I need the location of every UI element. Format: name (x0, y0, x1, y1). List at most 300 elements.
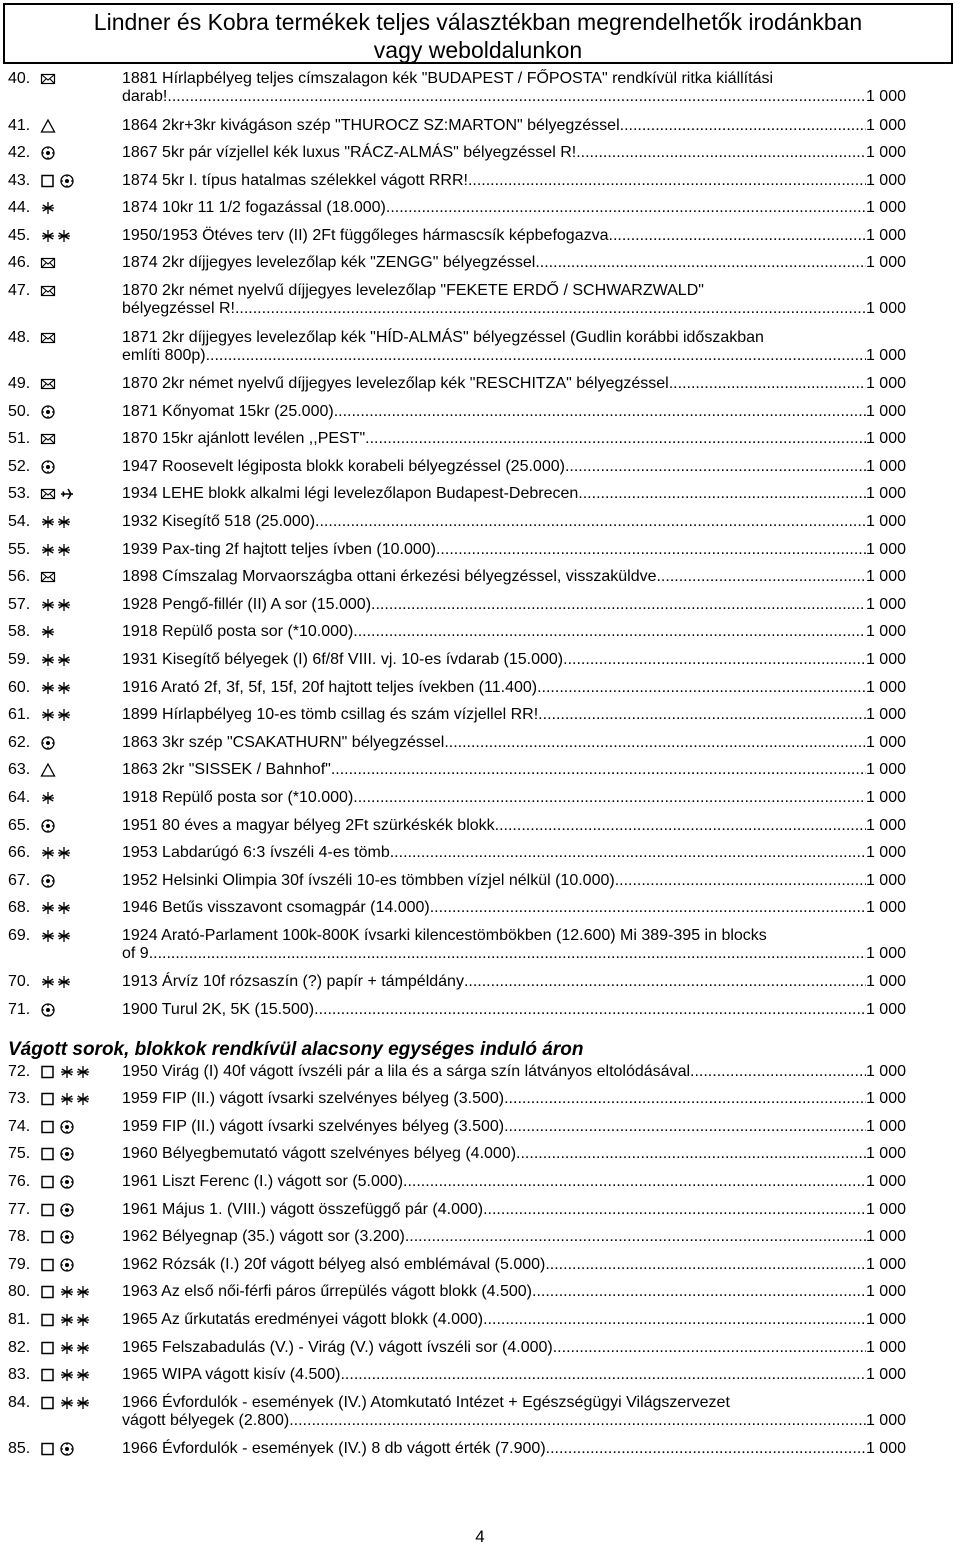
lot-price: 1 000 (865, 1366, 906, 1384)
lot-number: 45. (8, 226, 31, 244)
lot-number: 70. (8, 973, 31, 991)
lot-item (0, 1063, 960, 1091)
lot-list (0, 70, 960, 1468)
lot-number: 64. (8, 788, 31, 806)
dot-leader (371, 596, 866, 614)
lot-item (0, 1173, 960, 1201)
lot-text: említi 800p) (122, 346, 206, 364)
lot-number: 56. (8, 568, 31, 586)
lot-item (0, 973, 960, 1001)
lot-icons (40, 569, 56, 585)
lot-price: 1 000 (865, 346, 906, 364)
lot-icons (40, 1091, 91, 1107)
lot-item (0, 596, 960, 624)
lot-number: 43. (8, 171, 31, 189)
lot-icons (40, 404, 56, 420)
lot-description-line (122, 1090, 906, 1108)
lot-description (122, 458, 906, 476)
lot-icons (40, 1119, 75, 1135)
lot-number: 42. (8, 144, 31, 162)
lot-item (0, 1256, 960, 1284)
lot-description (122, 485, 906, 503)
lot-text: 1952 Helsinki Olimpia 30f ívszéli 10-es tömbben vízjel nélkül (10.000) (122, 871, 615, 889)
lot-description (122, 651, 906, 669)
lot-item (0, 1228, 960, 1256)
dot-leader (403, 1173, 866, 1191)
lot-item (0, 70, 960, 117)
stamp-circle-icon (40, 735, 56, 751)
lot-description (122, 1366, 906, 1384)
lot-description-line (122, 513, 906, 531)
lot-text: of 9 (122, 944, 149, 962)
lot-icons (40, 1202, 75, 1218)
lot-description (122, 227, 906, 245)
dot-leader (436, 541, 866, 559)
double-asterisk-icon (40, 900, 72, 916)
lot-text: 1874 5kr I. típus hatalmas szélekkel vágott RRR!. (122, 171, 473, 189)
lot-item (0, 927, 960, 974)
lot-text: 1939 Pax-ting 2f hajtott teljes ívben (10.000) (122, 540, 436, 558)
lot-text: 1871 2kr díjjegyes levelezőlap kék "HÍD-ALMÁS" bélyegzéssel (Gudlin korábbi időszakban (122, 328, 764, 346)
lot-text: 1863 3kr szép "CSAKATHURN" bélyegzéssel (122, 733, 445, 751)
dot-leader (315, 513, 866, 531)
asterisk-icon (40, 790, 56, 806)
lot-icons (40, 1441, 75, 1457)
lot-icons (40, 330, 56, 346)
square-icon (40, 173, 56, 189)
lot-text: 1931 Kisegítő bélyegek (I) 6f/8f VIII. vj. 10-es ívdarab (15.000) (122, 651, 564, 668)
lot-item (0, 568, 960, 596)
lot-icons (40, 283, 56, 299)
lot-description-line (122, 568, 906, 586)
lot-icons (40, 459, 56, 475)
lot-number: 60. (8, 678, 31, 696)
double-asterisk-icon (59, 1367, 91, 1383)
lot-price: 1 000 (865, 678, 906, 696)
dot-leader (545, 1256, 866, 1274)
stamp-circle-icon (59, 1441, 75, 1457)
lot-description-line (122, 1201, 906, 1219)
dot-leader (535, 254, 866, 272)
lot-icons (40, 1002, 56, 1018)
lot-number: 50. (8, 402, 31, 420)
lot-price: 1 000 (865, 844, 906, 862)
lot-item (0, 651, 960, 679)
lot-number: 85. (8, 1440, 31, 1458)
lot-description-line (122, 1366, 906, 1384)
lot-icons (40, 597, 72, 613)
lot-description (122, 282, 906, 318)
lot-price: 1 000 (865, 1310, 906, 1328)
lot-description-line (122, 199, 906, 217)
lot-text: 1950 Virág (I) 40f vágott ívszéli pár a lila és a sárga szín látványos eltolódásával (122, 1062, 691, 1080)
double-asterisk-icon (40, 514, 72, 530)
lot-price: 1 000 (865, 1255, 906, 1273)
lot-description-line (122, 172, 906, 190)
lot-description-line (122, 1118, 906, 1136)
lot-icons (40, 514, 72, 530)
lot-icons (40, 900, 72, 916)
lot-text: 1874 2kr díjjegyes levelezőlap kék "ZENGG" bélyegzéssel (122, 254, 536, 272)
dot-leader (365, 430, 866, 448)
lot-icons (40, 928, 72, 944)
lot-price: 1 000 (865, 1411, 906, 1429)
dot-leader (172, 88, 866, 106)
lot-item (0, 403, 960, 431)
lot-description-line (122, 329, 906, 347)
dot-leader (353, 623, 866, 641)
lot-number: 66. (8, 844, 31, 862)
lot-number: 53. (8, 485, 31, 503)
lot-description-line (122, 596, 906, 614)
lot-item (0, 430, 960, 458)
double-asterisk-icon (59, 1395, 91, 1411)
lot-description-line (122, 70, 906, 88)
lot-number: 65. (8, 816, 31, 834)
lot-description (122, 254, 906, 272)
double-asterisk-icon (40, 845, 72, 861)
lot-price: 1 000 (865, 973, 906, 991)
square-icon (40, 1284, 56, 1300)
lot-number: 82. (8, 1338, 31, 1356)
lot-text: 1870 2kr német nyelvű díjjegyes levelezőlap "FEKETE ERDŐ / SCHWARZWALD" (122, 282, 704, 300)
lot-item (0, 872, 960, 900)
lot-text: 1951 80 éves a magyar bélyeg 2Ft szürkéskék blokk (122, 816, 495, 834)
lot-description (122, 375, 906, 393)
lot-description (122, 872, 906, 890)
lot-icons (40, 118, 56, 134)
lot-item (0, 844, 960, 872)
dot-leader (546, 1440, 866, 1458)
lot-number: 78. (8, 1228, 31, 1246)
lot-price: 1 000 (865, 816, 906, 834)
lot-description-line (122, 651, 906, 669)
square-icon (40, 1229, 56, 1245)
lot-description (122, 568, 906, 586)
lot-icons (40, 145, 56, 161)
dot-leader (390, 844, 866, 862)
envelope-icon (40, 71, 56, 87)
lot-text: 1959 FIP (II.) vágott ívsarki szelvényes bélyeg (3.500) (122, 1090, 505, 1108)
stamp-circle-icon (40, 873, 56, 889)
lot-description-line (122, 485, 906, 503)
dot-leader (472, 172, 866, 190)
dot-leader (563, 651, 866, 669)
lot-price: 1 000 (865, 733, 906, 751)
lot-icons (40, 624, 56, 640)
lot-description-line (122, 375, 906, 393)
square-icon (40, 1202, 56, 1218)
lot-number: 80. (8, 1283, 31, 1301)
lot-price: 1 000 (865, 1200, 906, 1218)
lot-item (0, 117, 960, 145)
envelope-icon (40, 431, 56, 447)
lot-text: 1959 FIP (II.) vágott ívsarki szelvényes bélyeg (3.500) (122, 1117, 505, 1135)
lot-description-line (122, 623, 906, 641)
lot-item (0, 1283, 960, 1311)
lot-price: 1 000 (865, 513, 906, 531)
lot-item (0, 282, 960, 329)
lot-description-line (122, 761, 906, 779)
lot-item (0, 789, 960, 817)
lot-price: 1 000 (865, 375, 906, 393)
dot-leader (149, 945, 866, 963)
page-number: 4 (475, 1527, 485, 1546)
lot-number: 58. (8, 623, 31, 641)
lot-icons (40, 1146, 75, 1162)
lot-description-line (122, 734, 906, 752)
lot-number: 75. (8, 1145, 31, 1163)
lot-icons (40, 1367, 91, 1383)
dot-leader (405, 1228, 866, 1246)
square-icon (40, 1119, 56, 1135)
lot-text: 1963 Az első női-férfi páros űrrepülés vágott blokk (4.500) (122, 1283, 533, 1301)
lot-text: 1870 2kr német nyelvű díjjegyes levelezőlap kék "RESCHITZA" bélyegzéssel (122, 375, 669, 393)
lot-icons (40, 735, 56, 751)
lot-text: 1918 Repülő posta sor (*10.000) (122, 623, 354, 641)
lot-icons (40, 680, 72, 696)
lot-number: 84. (8, 1393, 31, 1411)
double-asterisk-icon (59, 1091, 91, 1107)
lot-description (122, 1090, 906, 1108)
lot-icons (40, 818, 56, 834)
lot-description (122, 734, 906, 752)
lot-price: 1 000 (865, 199, 906, 217)
dot-leader (206, 347, 866, 365)
lot-number: 55. (8, 540, 31, 558)
stamp-circle-icon (40, 1002, 56, 1018)
lot-price: 1 000 (865, 88, 906, 105)
square-icon (40, 1257, 56, 1273)
dot-leader (430, 899, 866, 917)
lot-description-line (122, 789, 906, 807)
lot-number: 41. (8, 116, 31, 134)
lot-icons (40, 845, 72, 861)
dot-leader (669, 375, 866, 393)
dot-leader (581, 144, 866, 162)
lot-text: 1898 Címszalag Morvaországba ottani érkezési bélyegzéssel, visszaküldve (122, 568, 657, 586)
lot-description-line (122, 300, 906, 318)
dot-leader (239, 300, 866, 318)
lot-number: 59. (8, 651, 31, 668)
lot-price: 1 000 (865, 116, 906, 134)
lot-price: 1 000 (865, 899, 906, 917)
lot-description (122, 1063, 906, 1081)
square-icon (40, 1441, 56, 1457)
lot-item (0, 254, 960, 282)
lot-text: 1953 Labdarúgó 6:3 ívszéli 4-es tömb (122, 844, 390, 862)
lot-text: 1962 Rózsák (I.) 20f vágott bélyeg alsó emblémával (5.000) (122, 1255, 546, 1273)
double-asterisk-icon (40, 597, 72, 613)
stamp-circle-icon (40, 145, 56, 161)
dot-leader (483, 1201, 866, 1219)
lot-description-line (122, 1339, 906, 1357)
double-asterisk-icon (40, 652, 72, 668)
double-asterisk-icon (59, 1340, 91, 1356)
lot-description-line (122, 679, 906, 697)
lot-text: 1965 Felszabadulás (V.) - Virág (V.) vágott ívszéli sor (4.000) (122, 1338, 553, 1356)
lot-text: darab!. (122, 88, 172, 105)
lot-text: 1966 Évfordulók - események (IV.) 8 db vágott érték (7.900) (122, 1440, 546, 1458)
lot-item (0, 541, 960, 569)
asterisk-icon (40, 624, 56, 640)
lot-description (122, 513, 906, 531)
lot-icons (40, 652, 72, 668)
square-icon (40, 1174, 56, 1190)
square-icon (40, 1312, 56, 1328)
square-icon (40, 1064, 56, 1080)
lot-description-line (122, 706, 906, 724)
lot-description-line (122, 1394, 906, 1412)
lot-price: 1 000 (865, 706, 906, 724)
lot-item (0, 144, 960, 172)
lot-description (122, 899, 906, 917)
lot-number: 67. (8, 871, 31, 889)
lot-text: 1918 Repülő posta sor (*10.000) (122, 788, 354, 806)
dot-leader (656, 568, 865, 586)
lot-description-line (122, 844, 906, 862)
lot-price: 1 000 (865, 1173, 906, 1190)
lot-text: 1961 Liszt Ferenc (I.) vágott sor (5.000) (122, 1173, 404, 1190)
lot-description-line (122, 1228, 906, 1246)
lot-text: 1899 Hírlapbélyeg 10-es tömb csillag és szám vízjellel RR!. (122, 706, 543, 724)
dot-leader (444, 734, 866, 752)
lot-number: 72. (8, 1062, 31, 1080)
envelope-icon (40, 255, 56, 271)
lot-text: 1916 Arató 2f, 3f, 5f, 15f, 20f hajtott teljes ívekben (11.400) (122, 678, 538, 696)
lot-description (122, 817, 906, 835)
lot-text: vágott bélyegek (2.800) (122, 1411, 290, 1429)
double-asterisk-icon (40, 228, 72, 244)
lot-price: 1 000 (865, 568, 906, 586)
lot-description (122, 1228, 906, 1246)
lot-list-part-2 (0, 1063, 960, 1468)
dot-leader (495, 817, 866, 835)
triangle-icon (40, 118, 56, 134)
lot-description-line (122, 927, 906, 945)
lot-number: 77. (8, 1200, 31, 1218)
lot-price: 1 000 (865, 402, 906, 420)
lot-price: 1 000 (865, 761, 906, 779)
lot-number: 61. (8, 706, 31, 724)
lot-price: 1 000 (865, 1283, 906, 1301)
lot-price: 1 000 (865, 254, 906, 272)
lot-icons (40, 762, 56, 778)
lot-price: 1 000 (865, 944, 906, 962)
lot-text: 1965 WIPA vágott kisív (4.500) (122, 1366, 341, 1384)
lot-description-line (122, 88, 906, 106)
lot-description-line (122, 1256, 906, 1274)
lot-description (122, 927, 906, 963)
lot-description-line (122, 541, 906, 559)
lot-description-line (122, 458, 906, 476)
lot-icons (40, 1284, 91, 1300)
lot-icons (40, 1064, 91, 1080)
lot-text: 1881 Hírlapbélyeg teljes címszalagon kék "BUDAPEST / FŐPOSTA" rendkívül ritka kiállítási (122, 70, 774, 87)
lot-number: 48. (8, 328, 31, 346)
lot-item (0, 1201, 960, 1229)
lot-text: 1932 Kisegítő 518 (25.000) (122, 513, 316, 531)
dot-leader (543, 706, 866, 724)
lot-icons (40, 486, 75, 502)
double-asterisk-icon (40, 974, 72, 990)
lot-description (122, 70, 906, 106)
lot-description (122, 706, 906, 724)
triangle-icon (40, 762, 56, 778)
lot-item (0, 375, 960, 403)
lot-number: 57. (8, 595, 31, 613)
lot-text: 1946 Betűs visszavont csomagpár (14.000) (122, 899, 430, 917)
dot-leader (620, 117, 866, 135)
lot-item (0, 172, 960, 200)
lot-price: 1 000 (865, 1145, 906, 1163)
square-icon (40, 1146, 56, 1162)
lot-description (122, 199, 906, 217)
lot-description-line (122, 1283, 906, 1301)
lot-description-line (122, 1145, 906, 1163)
lot-description (122, 679, 906, 697)
lot-description (122, 430, 906, 448)
lot-description (122, 973, 906, 991)
lot-icons (40, 173, 75, 189)
lot-number: 46. (8, 254, 31, 272)
lot-price: 1 000 (865, 595, 906, 613)
envelope-icon (40, 486, 56, 502)
lot-description (122, 329, 906, 365)
lot-item (0, 817, 960, 845)
lot-icons (40, 790, 56, 806)
lot-icons (40, 1340, 91, 1356)
lot-item (0, 1118, 960, 1146)
lot-number: 49. (8, 375, 31, 393)
lot-description (122, 623, 906, 641)
lot-text: 1913 Árvíz 10f rózsaszín (?) papír + támpéldány (122, 973, 464, 991)
lot-item (0, 623, 960, 651)
lot-number: 71. (8, 1001, 31, 1019)
lot-description-line (122, 430, 906, 448)
lot-description-line (122, 1412, 906, 1430)
dot-leader (690, 1063, 866, 1081)
lot-description-line (122, 1063, 906, 1081)
square-icon (40, 1367, 56, 1383)
stamp-circle-icon (59, 1146, 75, 1162)
lot-price: 1 000 (865, 1228, 906, 1246)
stamp-circle-icon (59, 1174, 75, 1190)
lot-icons (40, 431, 56, 447)
lot-price: 1 000 (865, 1090, 906, 1108)
dot-leader (331, 761, 866, 779)
lot-price: 1 000 (865, 457, 906, 475)
lot-description-line (122, 1173, 906, 1191)
lot-description (122, 1339, 906, 1357)
lot-description-line (122, 817, 906, 835)
lot-price: 1 000 (865, 171, 906, 189)
dot-leader (565, 458, 866, 476)
dot-leader (483, 1311, 866, 1329)
lot-description-line (122, 254, 906, 272)
section-heading: Vágott sorok, blokkok rendkívül alacsony egységes induló áron (8, 1038, 584, 1060)
lot-description (122, 1283, 906, 1301)
dot-leader (609, 227, 866, 245)
lot-icons (40, 873, 56, 889)
lot-description-line (122, 282, 906, 300)
dot-leader (532, 1283, 866, 1301)
stamp-circle-icon (59, 1119, 75, 1135)
lot-description (122, 596, 906, 614)
lot-text: 1870 15kr ajánlott levélen ,,PEST" (122, 430, 366, 448)
lot-price: 1 000 (865, 540, 906, 558)
lot-icons (40, 1174, 75, 1190)
